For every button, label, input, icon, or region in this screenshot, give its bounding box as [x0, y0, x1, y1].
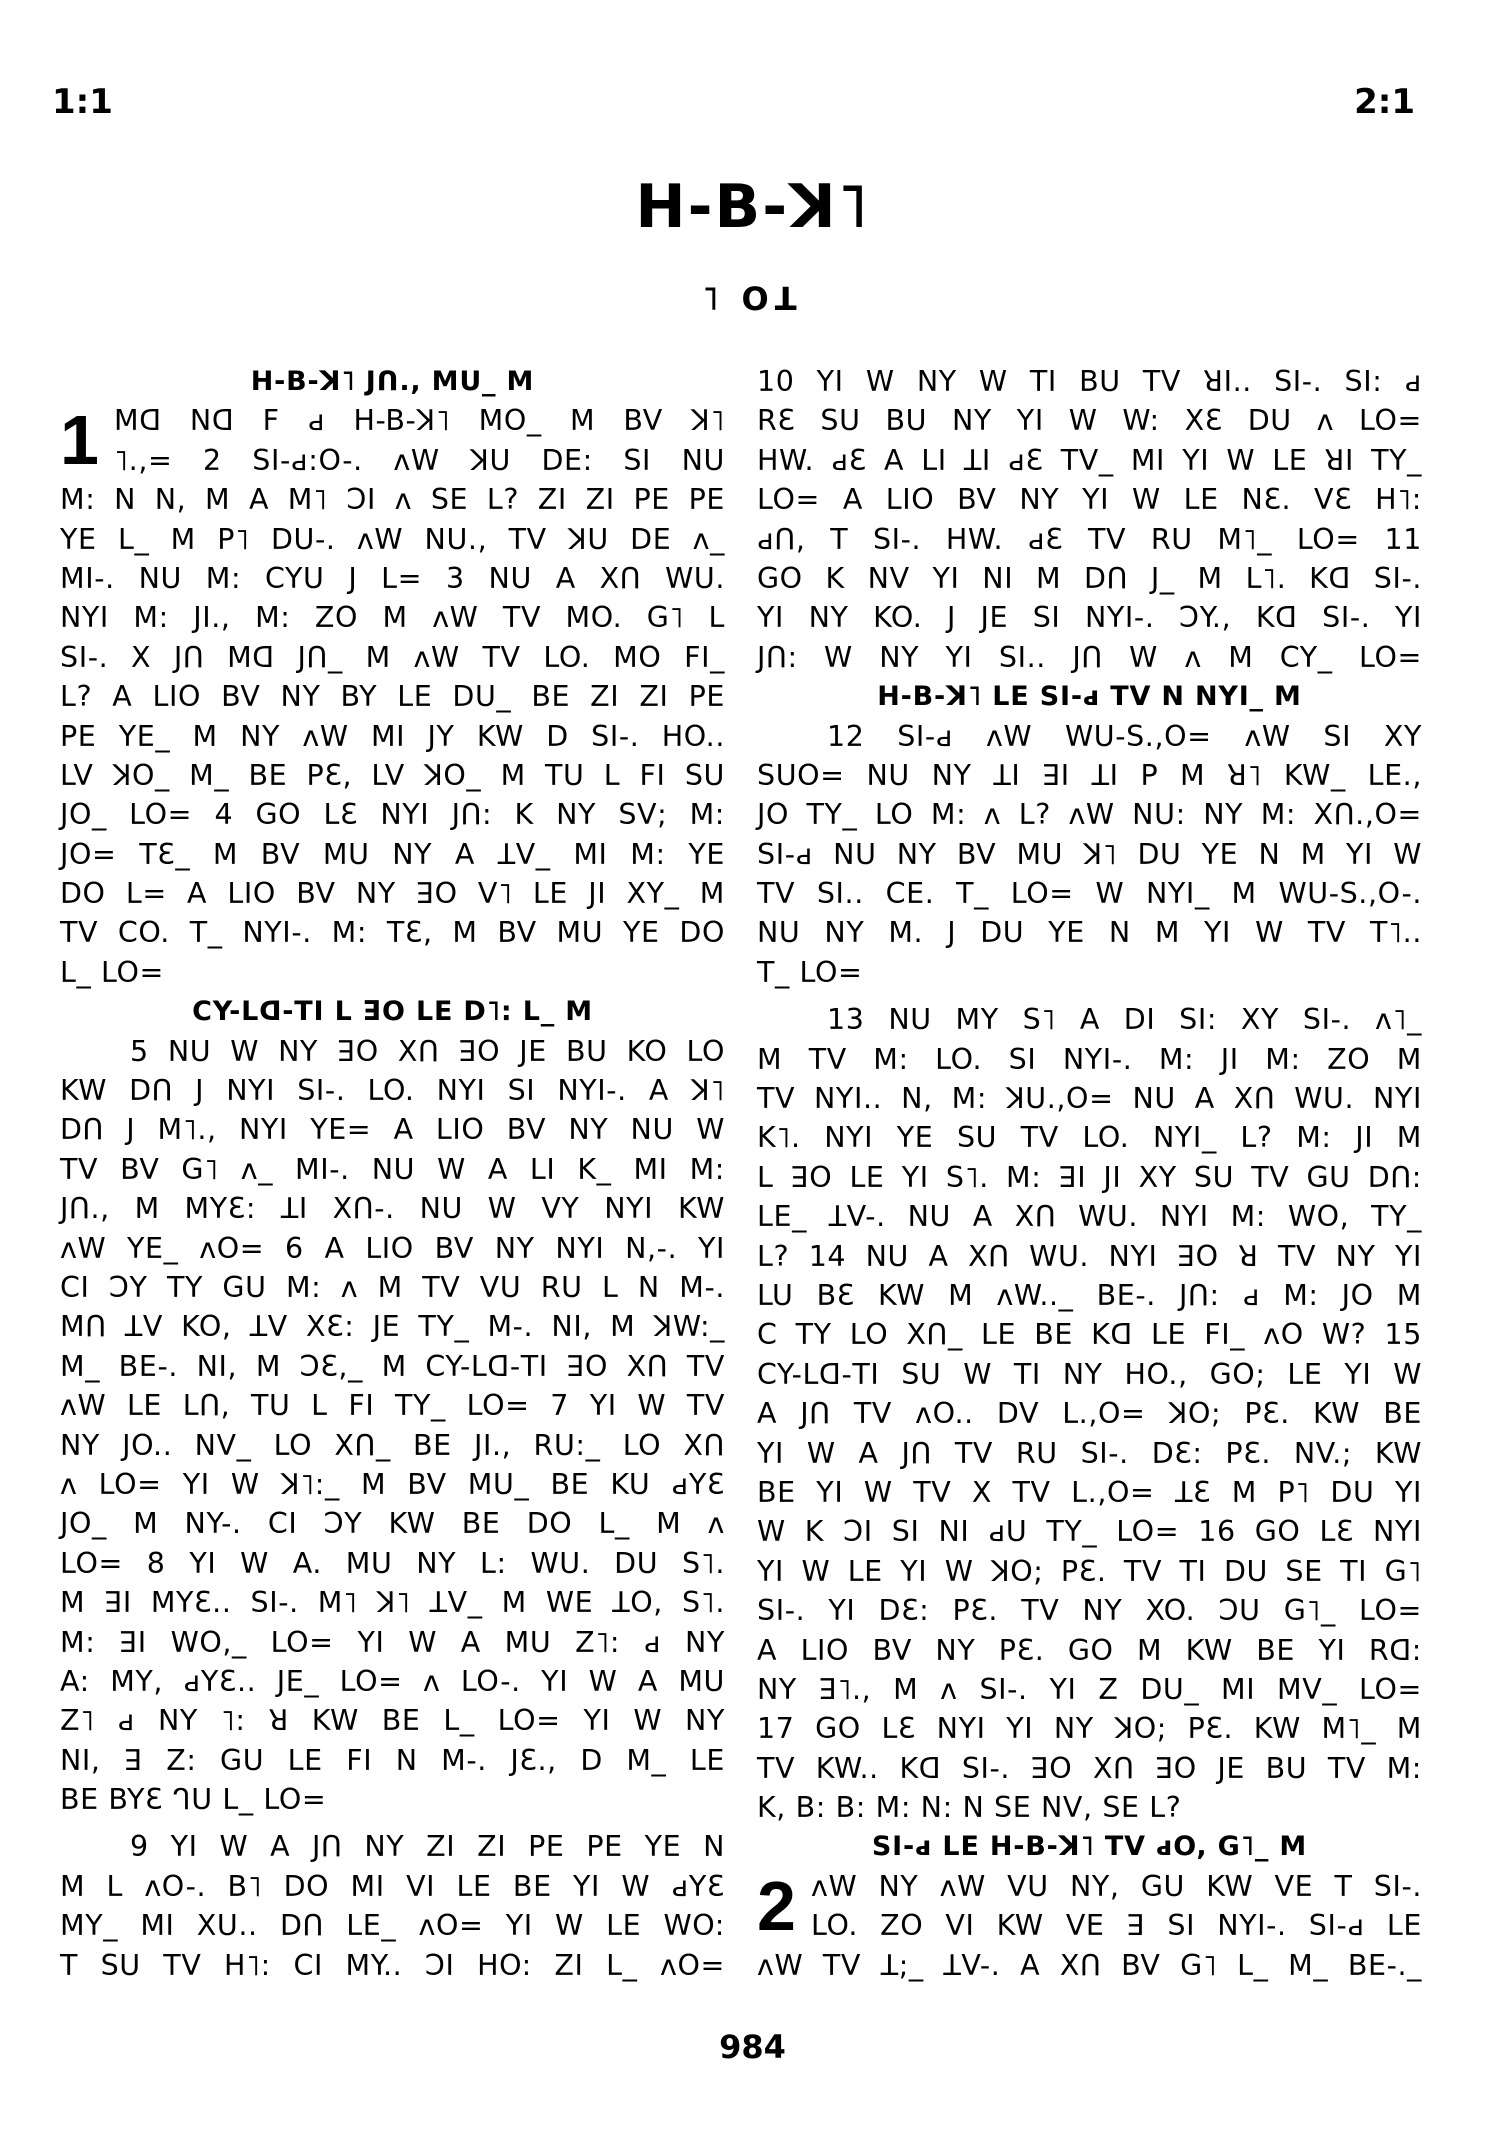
text-line: NU NY M. J DU YE N M YI W TV T˥..: [757, 916, 1422, 950]
text-line: A Jᑎ TV ʌO.. DV L.,O= ꓘO; PƐ. KW BE: [757, 1397, 1422, 1431]
text-line: BE YI W TV X TV L.,O= ꓕƐ M P˥ DU YI: [757, 1475, 1422, 1509]
text-line: 17 GO LƐ NYI YI NY ꓘO; PƐ. KW M˥_ M: [757, 1712, 1422, 1746]
text-line: TV SI.. CE. T_ LO= W NYI_ M WU-S.,O-.: [757, 877, 1422, 911]
text-line: RƐ SU BU NY YI W W: XƐ DU ʌ LO=: [757, 404, 1422, 438]
text-line: HW. ԁƐ A LI ꓕI ԁƐ TV_ MI YI W LE ꓤI TY_: [757, 443, 1422, 477]
text-line: SI-. YI DƐ: PƐ. TV NY XO. ƆU G˥_ LO=: [757, 1594, 1422, 1628]
section-heading: SI-ԁ LE H-B-ꓘ˥ TV ԁO, G˥_ M: [871, 1831, 1308, 1863]
text-line: Mᑎ ꓕV KO, ꓕV XƐ: JE TY_ M-. NI, M ꓘW:_: [60, 1310, 725, 1344]
text-line: M: N N, M A M˥ ƆI ʌ SE L? ZI ZI PE PE: [60, 483, 725, 517]
text-line: CI ƆY TY GU M: ʌ M TV VU RU L N M-.: [60, 1270, 725, 1304]
text-line: ʌW YE_ ʌO= 6 A LIO BV NY NYI N,-. YI: [60, 1231, 725, 1265]
text-line: M TV M: LO. SI NYI-. M: JI M: ZO M: [757, 1042, 1422, 1076]
text-line: ʌW NY ʌW VU NY, GU KW VE T SI-.: [811, 1869, 1422, 1903]
book-subtitle: ˥ Oꓕ: [702, 280, 803, 318]
text-line: TV CO. T_ NYI-. M: TƐ, M BV MU YE DO: [60, 916, 725, 950]
chapter-number: 1: [60, 401, 99, 480]
text-line: JO_ M NY-. CI ƆY KW BE DO L_ M ʌ: [60, 1507, 725, 1541]
chapter-2-opening: [757, 1867, 1422, 1985]
text-line: K˥. NYI YE SU TV LO. NYI_ L? M: JI M: [757, 1121, 1422, 1155]
text-line: NY JO.. NV_ LO Xᑎ_ BE JI., RU:_ LO Xᑎ: [60, 1428, 725, 1462]
text-line: 9 YI W A Jᑎ NY ZI ZI PE PE YE N: [130, 1830, 725, 1864]
text-line: LU BƐ KW M ʌW.._ BE-. Jᑎ: ԁ M: JO M: [757, 1278, 1422, 1312]
paragraph: [757, 717, 1422, 993]
text-line: SI-. X Jᑎ Mᗡ Jᑎ_ M ʌW TV LO. MO FI_: [60, 640, 725, 674]
text-line: NY ꓱ˥., M ʌ SI-. YI Z DU_ MI MV_ LO=: [757, 1672, 1422, 1706]
page-number: 984: [719, 2028, 786, 2066]
text-line: M_ BE-. NI, M ƆƐ,_ M CY-Lᗡ-TI ꓱO Xᑎ TV: [60, 1349, 725, 1383]
text-line: DO L= A LIO BV NY ꓱO V˥ LE JI XY_ M: [60, 877, 725, 911]
text-line: 10 YI W NY W TI BU TV ꓤI.. SI-. SI: ԁ: [757, 365, 1422, 398]
text-line: LO. ZO VI KW VE ꓱ SI NYI-. SI-ԁ LE: [811, 1909, 1422, 1943]
running-head-left: 1:1: [52, 82, 113, 122]
text-line: ˥.,= 2 SI-ԁ:O-. ʌW ꓘU DE: SI NU: [114, 443, 725, 477]
text-line: ԁᑎ, T SI-. HW. ԁƐ TV RU M˥_ LO= 11: [757, 522, 1422, 556]
section-heading: H-B-ꓘ˥ LE SI-ԁ TV N NYI_ M: [877, 681, 1302, 713]
text-line: MI-. NU M: CYU J L= 3 NU A Xᑎ WU.: [60, 561, 725, 595]
text-line: SI-ԁ NU NY BV MU ꓘ˥ DU YE N M YI W: [757, 837, 1422, 871]
text-line: Z˥ ԁ NY ˥: ꓤ KW BE L_ LO= YI W NY: [60, 1704, 725, 1738]
text-line: 13 NU MY S˥ A DI SI: XY SI-. ʌ˥_: [827, 1003, 1422, 1037]
text-line: Jᑎ: W NY YI SI.. Jᑎ W ʌ M CY_ LO=: [757, 640, 1422, 674]
text-line: A LIO BV NY PƐ. GO M KW BE YI Rᗡ:: [757, 1633, 1422, 1667]
text-line: SUO= NU NY ꓕI ꓱI ꓕI P M ꓤ˥ KW_ LE.,: [757, 758, 1422, 792]
text-line: TV BV G˥ ʌ_ MI-. NU W A LI K_ MI M:: [60, 1152, 725, 1186]
text-line: JO TY_ LO M: ʌ L? ʌW NU: NY M: Xᑎ.,O=: [757, 798, 1422, 832]
text-line: L_ LO=: [60, 955, 164, 989]
paragraph: [60, 1827, 725, 1985]
text-line: Mᗡ Nᗡ F ԁ H-B-ꓘ˥ MO_ M BV ꓘ˥: [114, 404, 725, 438]
text-line: ʌW TV ꓕ;_ ꓕV-. A Xᑎ BV G˥ L_ M_ BE-._: [757, 1948, 1422, 1982]
paragraph: [60, 1032, 725, 1820]
text-line: JO= TƐ_ M BV MU NY A ꓕV_ MI M: YE: [60, 837, 725, 871]
text-line: M L ʌO-. B˥ DO MI VI LE BE YI W ԁYƐ: [60, 1869, 725, 1903]
text-line: CY-Lᗡ-TI SU W TI NY HO., GO; LE YI W: [757, 1357, 1422, 1391]
text-line: T_ LO=: [757, 955, 863, 989]
text-line: ʌW LE Lᑎ, TU L FI TY_ LO= 7 YI W TV: [60, 1389, 725, 1423]
text-line: M ꓱI MYƐ.. SI-. M˥ ꓘ˥ ꓕV_ M WE ꓕO, S˥.: [60, 1586, 725, 1620]
text-line: L? 14 NU A Xᑎ WU. NYI ꓱO ꓤ TV NY YI: [757, 1239, 1422, 1273]
text-line: LO= A LIO BV NY YI W LE NƐ. VƐ H˥:: [757, 483, 1422, 517]
text-line: C TY LO Xᑎ_ LE BE Kᗡ LE FI_ ʌO W? 15: [757, 1318, 1422, 1352]
text-line: JO_ LO= 4 GO LƐ NYI Jᑎ: K NY SV; M:: [60, 798, 725, 832]
text-line: T SU TV H˥: CI MY.. ƆI HO: ZI L_ ʌO=: [60, 1948, 725, 1982]
paragraph: [757, 1000, 1422, 1827]
text-line: L? A LIO BV NY BY LE DU_ BE ZI ZI PE: [60, 680, 725, 714]
text-line: PE YE_ M NY ʌW MI JY KW D SI-. HO..: [60, 719, 725, 753]
text-line: 12 SI-ԁ ʌW WU-S.,O= ʌW SI XY: [827, 719, 1422, 753]
paragraph: [60, 480, 725, 992]
section-heading: CY-Lᗡ-TI L ꓱO LE D˥: L_ M: [192, 996, 593, 1028]
text-line: MY_ MI XU.. Dᑎ LE_ ʌO= YI W LE WO:: [60, 1909, 725, 1943]
text-line: YE L_ M P˥ DU-. ʌW NU., TV ꓘU DE ʌ_: [60, 522, 725, 556]
text-line: A: MY, ԁYƐ.. JE_ LO= ʌ LO-. YI W A MU: [60, 1664, 725, 1698]
text-line: L ꓱO LE YI S˥. M: ꓱI JI XY SU TV GU Dᑎ:: [757, 1160, 1422, 1194]
left-column: [60, 362, 725, 1985]
running-head-right: 2:1: [1354, 82, 1415, 122]
text-line: W K ƆI SI NI ԁU TY_ LO= 16 GO LƐ NYI: [757, 1515, 1422, 1549]
text-line: ʌ LO= YI W ꓘ˥:_ M BV MU_ BE KU ԁYƐ: [60, 1467, 725, 1501]
chapter-1-opening: [60, 401, 725, 480]
text-line: BE BYƐ ᒉU L_ LO=: [60, 1783, 327, 1817]
text-line: M: ꓱI WO,_ LO= YI W A MU Z˥: ԁ NY: [60, 1625, 725, 1659]
text-line: Dᑎ J M˥., NYI YE= A LIO BV NY NU W: [60, 1113, 725, 1147]
text-line: LE_ ꓕV-. NU A Xᑎ WU. NYI M: WO, TY_: [757, 1200, 1422, 1234]
paragraph: [757, 362, 1422, 677]
text-line: LO= 8 YI W A. MU NY L: WU. DU S˥.: [60, 1546, 725, 1580]
text-line: Jᑎ., M MYƐ: ꓕI Xᑎ-. NU W VY NYI KW: [60, 1192, 725, 1226]
right-column: [757, 362, 1422, 1985]
text-line: NI, ꓱ Z: GU LE FI N M-. JƐ., D M_ LE: [60, 1743, 725, 1777]
text-line: TV KW.. Kᗡ SI-. ꓱO Xᑎ ꓱO JE BU TV M:: [757, 1751, 1422, 1785]
text-line: LV ꓘO_ M_ BE PƐ, LV ꓘO_ M TU L FI SU: [60, 758, 725, 792]
chapter-number: 2: [757, 1866, 796, 1945]
text-line: YI NY KO. J JE SI NYI-. ƆY., Kᗡ SI-. YI: [757, 601, 1422, 635]
section-heading: H-B-ꓘ˥ Jᑎ., MU_ M: [250, 366, 535, 397]
text-line: 5 NU W NY ꓱO Xᑎ ꓱO JE BU KO LO: [130, 1034, 725, 1068]
text-line: YI W A Jᑎ TV RU SI-. DƐ: PƐ. NV.; KW: [757, 1436, 1422, 1470]
text-line: TV NYI.. N, M: ꓘU.,O= NU A Xᑎ WU. NYI: [757, 1082, 1422, 1116]
text-line: NYI M: JI., M: ZO M ʌW TV MO. G˥ L: [60, 601, 725, 635]
text-line: GO K NV YI NI M Dᑎ J_ M L˥. Kᗡ SI-.: [757, 561, 1422, 595]
text-line: K, B: B: M: N: N SE NV, SE L?: [757, 1791, 1182, 1825]
book-title: H-B-ꓘ˥: [635, 172, 870, 242]
text-line: YI W LE YI W ꓘO; PƐ. TV TI DU SE TI G˥: [757, 1554, 1422, 1588]
text-line: KW Dᑎ J NYI SI-. LO. NYI SI NYI-. A ꓘ˥: [60, 1074, 725, 1108]
